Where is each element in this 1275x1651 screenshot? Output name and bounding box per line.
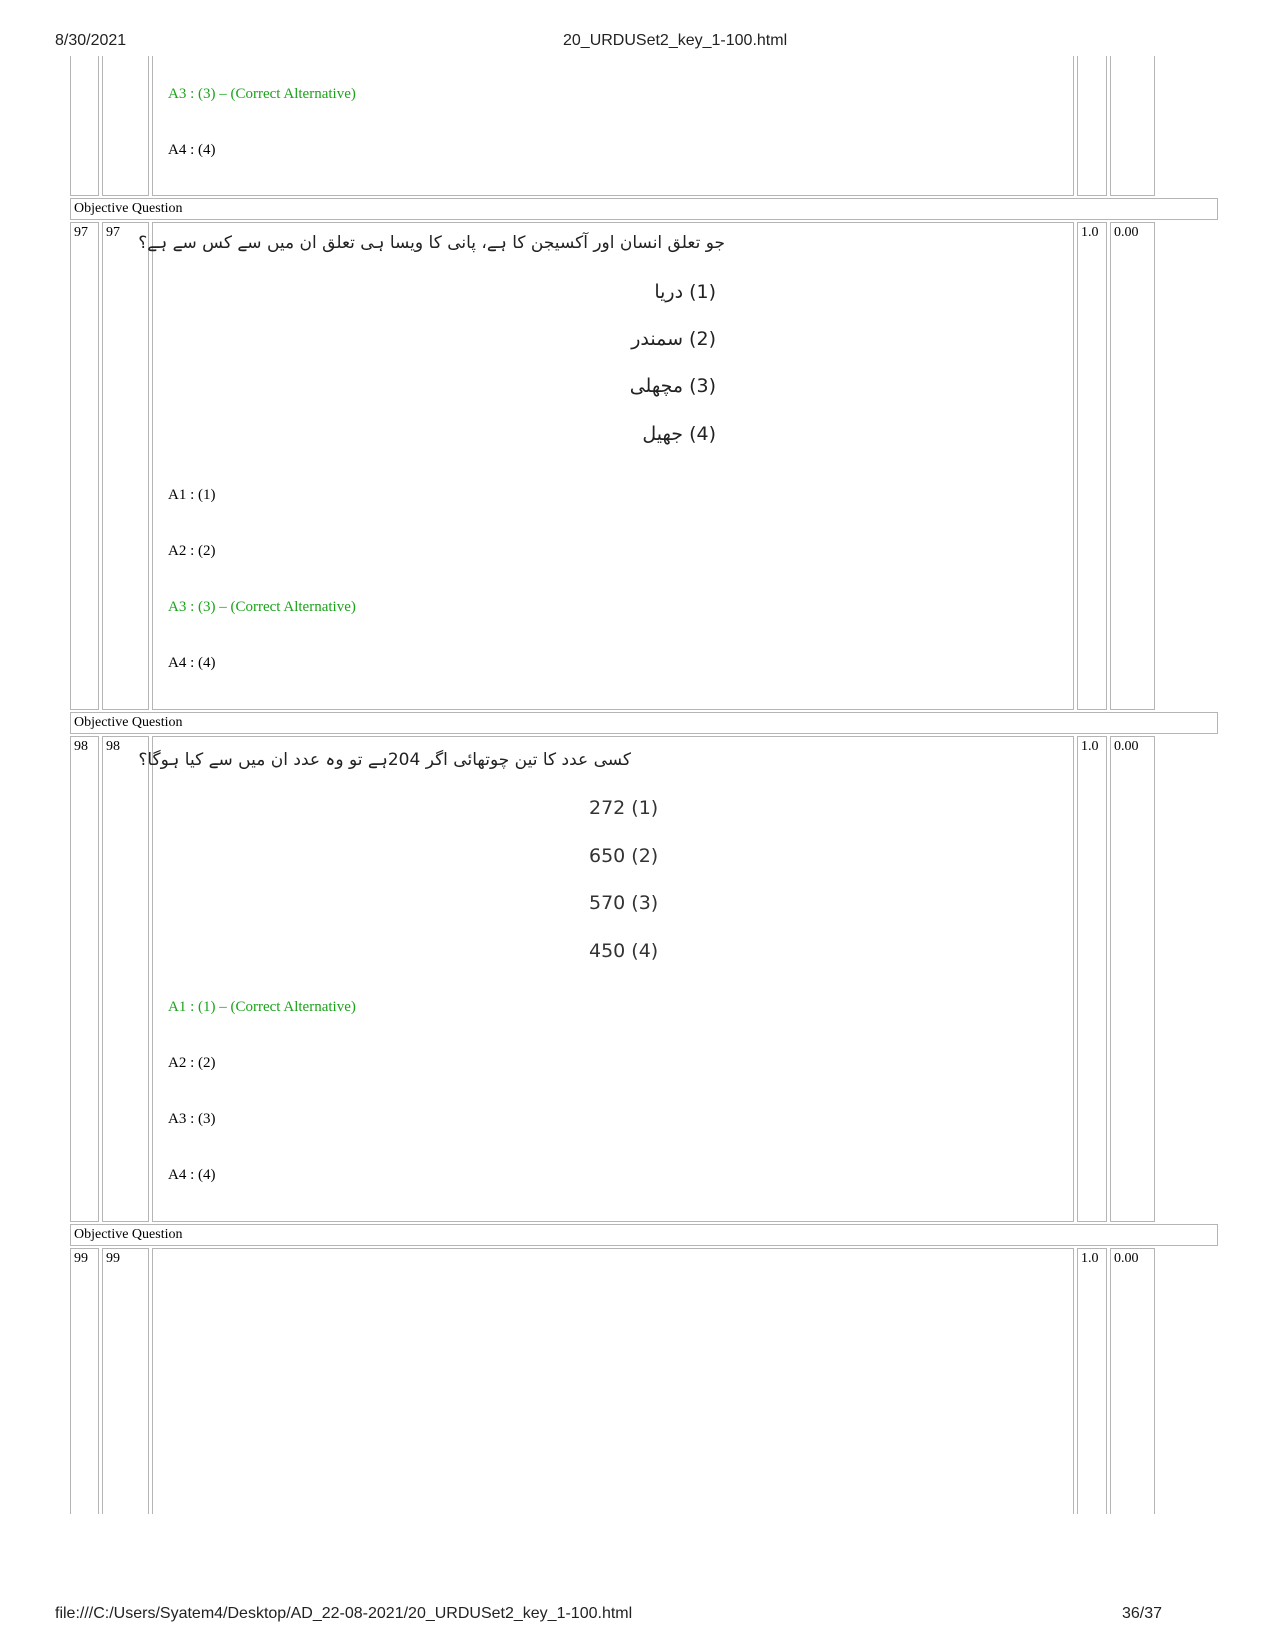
- option-3: (3) مچھلی: [629, 375, 716, 397]
- question-text: جو تعلق انسان اور آکسیجن کا ہے، پانی کا ویسا ہی تعلق ان میں سے کس سے ہے؟: [138, 233, 725, 253]
- question-number: 99: [106, 1251, 120, 1266]
- negative-marks-cell: [1110, 1248, 1155, 1514]
- answer-a1-correct: A1 : (1) – (Correct Alternative): [168, 999, 356, 1015]
- marks-cell: [1077, 1248, 1107, 1514]
- option-4: (4) جھیل: [642, 423, 716, 445]
- option-3: 570 (3): [589, 892, 659, 914]
- file-path: file:///C:/Users/Syatem4/Desktop/AD_22-08-2021/20_URDUSet2_key_1-100.html: [55, 1605, 633, 1622]
- qno-cell: [102, 222, 149, 710]
- sno-cell: [70, 222, 99, 710]
- qno-cell: [102, 1248, 149, 1514]
- question-cell: [152, 1248, 1074, 1514]
- marks-cell: [1077, 56, 1107, 196]
- sno-cell: [70, 736, 99, 1222]
- answer-a3-correct: A3 : (3) – (Correct Alternative): [168, 86, 356, 102]
- serial-number: 98: [74, 739, 88, 754]
- sno-cell: [70, 1248, 99, 1514]
- answer-a2: A2 : (2): [168, 1055, 216, 1071]
- marks: 1.0: [1081, 225, 1099, 240]
- section-label: Objective Question: [70, 712, 1218, 734]
- negative-marks-cell: [1110, 736, 1155, 1222]
- option-2: 650 (2): [589, 845, 659, 867]
- answer-a1: A1 : (1): [168, 487, 216, 503]
- question-number: 97: [106, 225, 120, 240]
- answer-a3-correct: A3 : (3) – (Correct Alternative): [168, 599, 356, 615]
- negative-marks-cell: [1110, 56, 1155, 196]
- section-label: Objective Question: [70, 1224, 1218, 1246]
- question-text: کسی عدد کا تین چوتھائی اگر 204ہے تو وہ عدد ان میں سے کیا ہوگا؟: [138, 750, 631, 770]
- qno-cell: [102, 56, 149, 196]
- answer-a3: A3 : (3): [168, 1111, 216, 1127]
- option-4: 450 (4): [589, 940, 659, 962]
- negative-marks-cell: [1110, 222, 1155, 710]
- answer-a4: A4 : (4): [168, 142, 216, 158]
- question-cell: [152, 56, 1074, 196]
- sno-cell: [70, 56, 99, 196]
- print-date: 8/30/2021: [55, 32, 127, 49]
- marks: 1.0: [1081, 1251, 1099, 1266]
- negative-marks: 0.00: [1114, 739, 1139, 754]
- section-label: Objective Question: [70, 198, 1218, 220]
- question-cell: [152, 222, 1074, 710]
- marks-cell: [1077, 222, 1107, 710]
- serial-number: 97: [74, 225, 88, 240]
- negative-marks: 0.00: [1114, 1251, 1139, 1266]
- answer-a2: A2 : (2): [168, 543, 216, 559]
- marks-cell: [1077, 736, 1107, 1222]
- page-number: 36/37: [1122, 1605, 1163, 1622]
- negative-marks: 0.00: [1114, 225, 1139, 240]
- document-title: 20_URDUSet2_key_1-100.html: [563, 32, 788, 49]
- answer-a4: A4 : (4): [168, 655, 216, 671]
- serial-number: 99: [74, 1251, 88, 1266]
- option-1: (1) دریا: [654, 281, 716, 303]
- qno-cell: [102, 736, 149, 1222]
- marks: 1.0: [1081, 739, 1099, 754]
- answer-a4: A4 : (4): [168, 1167, 216, 1183]
- option-2: (2) سمندر: [631, 328, 716, 350]
- option-1: 272 (1): [589, 797, 659, 819]
- question-number: 98: [106, 739, 120, 754]
